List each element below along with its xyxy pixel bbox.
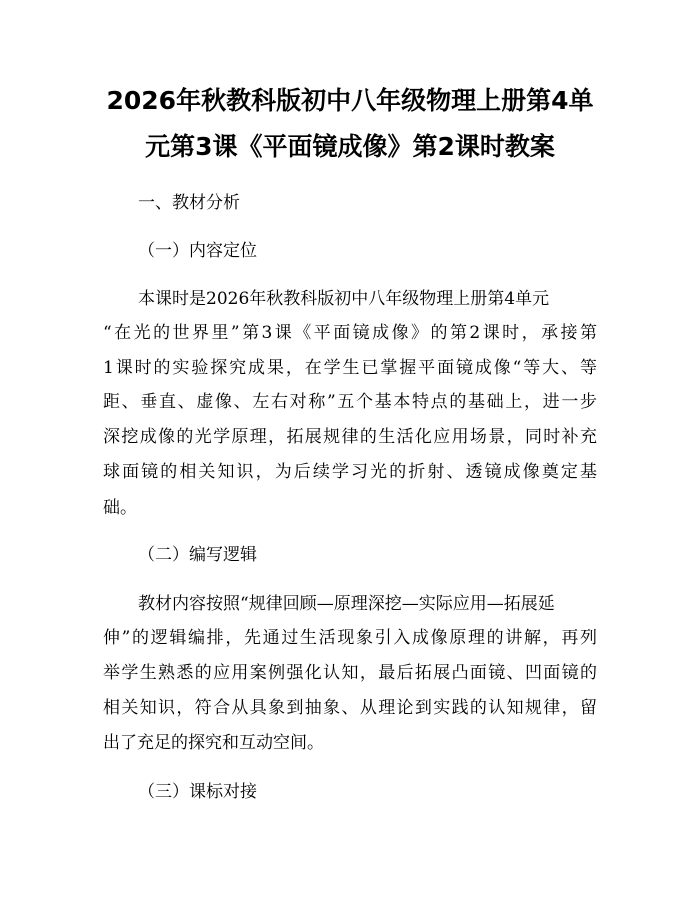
subsection-heading-curriculum-alignment: （三）课标对接 — [138, 782, 257, 802]
document-title-line-2: 元第3课《平面镜成像》第2课时教案 — [145, 132, 555, 161]
paragraph-line: “在光的世界里”第3课《平面镜成像》的第2课时，承接第 — [103, 323, 597, 343]
paragraph-line: 伸”的逻辑编排，先通过生活现象引入成像原理的讲解，再列 — [103, 628, 597, 648]
paragraph-line: 出了充足的探究和互动空间。 — [103, 733, 324, 753]
paragraph-line: 相关知识，符合从具象到抽象、从理论到实践的认知规律，留 — [103, 698, 597, 718]
subsection-heading-writing-logic: （二）编写逻辑 — [138, 545, 257, 565]
paragraph-line: 距、垂直、虚像、左右对称”五个基本特点的基础上，进一步 — [103, 392, 597, 412]
subsection-heading-content-positioning: （一）内容定位 — [138, 241, 257, 261]
paragraph-line: 本课时是2026年秋教科版初中八年级物理上册第4单元 — [138, 289, 550, 309]
paragraph-line: 举学生熟悉的应用案例强化认知，最后拓展凸面镜、凹面镜的 — [103, 663, 597, 683]
document-title-line-1: 2026年秋教科版初中八年级物理上册第4单 — [106, 86, 594, 115]
paragraph-line: 1课时的实验探究成果，在学生已掌握平面镜成像“等大、等 — [103, 358, 597, 378]
paragraph-line: 教材内容按照“规律回顾—原理深挖—实际应用—拓展延 — [138, 594, 555, 614]
paragraph-line: 球面镜的相关知识，为后续学习光的折射、透镜成像奠定基 — [103, 462, 597, 482]
paragraph-line: 深挖成像的光学原理，拓展规律的生活化应用场景，同时补充 — [103, 427, 597, 447]
paragraph-line: 础。 — [103, 498, 137, 518]
section-heading-textbook-analysis: 一、教材分析 — [138, 193, 240, 213]
